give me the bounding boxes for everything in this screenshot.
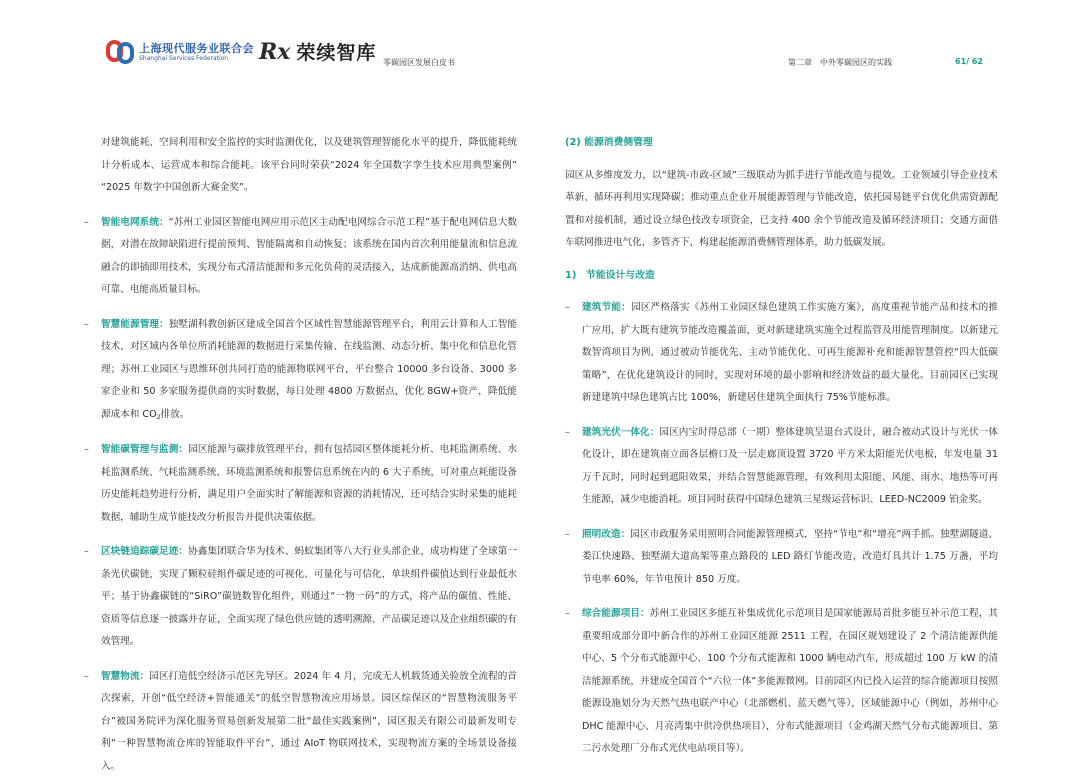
- federation-logo-icon: [106, 40, 134, 64]
- rx-name: 荣续智库: [296, 38, 376, 65]
- item-title: 智能电网系统：: [101, 217, 169, 228]
- subsection-heading: 1) 节能设计与改造: [565, 265, 998, 288]
- dash-bullet: –: [565, 524, 570, 547]
- list-item-smart-logistics: [84, 666, 517, 778]
- right-column: [565, 132, 998, 761]
- item-text: 园区市政服务采用照明合同能源管理模式，坚持“节电”和“增亮”两手抓。独墅湖隧道、娄江快速路、独墅湖大道高架等重点路段的 LED 路灯节能改造，改造灯具共计 1.75 万盏，平均节电率 60%，年节电预计 850 万度。: [582, 529, 998, 585]
- org-name-cn: 上海现代服务业联合会: [139, 42, 254, 55]
- page-number: 61/ 62: [955, 57, 983, 66]
- item-text: 协鑫集团联合华为技术、蚂蚁集团等八大行业头部企业，成功构建了全球第一条光伏碳链，实现了颗粒硅组件碳足迹的可视化、可量化与可信化，单块组件碳值达到行业最低水平；基于协鑫碳链的“SiRO”碳链数智化组件，则通过“一物一码”的方式，将产品的碳值、性能、资质等信息逐一披露并存证，全面实现了绿色供应链的透明溯源、产品碳足迹以及企业组织碳的有效管理。: [101, 546, 517, 647]
- shanghai-services-federation-logo: [106, 40, 254, 64]
- chapter-title: 第二章 中外零碳园区的实践: [788, 57, 892, 68]
- rx-think-tank-logo: [259, 38, 376, 65]
- list-item-smart-energy: [84, 314, 517, 428]
- intro-paragraph: 对建筑能耗、空间利用和安全监控的实时监测优化，以及建筑管理智能化水平的提升，降低能耗统计分析成本、运营成本和综合能耗。该平台同时荣获“2024 年全国数字孪生技术应用典型案例” “2025 年数字中国创新大赛金奖”。: [84, 132, 517, 200]
- list-item-lighting: [565, 524, 998, 592]
- item-title: 智慧能源管理：: [101, 319, 169, 330]
- item-title: 建筑节能：: [582, 302, 631, 313]
- item-title: 综合能源项目：: [582, 608, 650, 619]
- item-title: 区块链追踪碳足迹：: [101, 546, 188, 557]
- dash-bullet: –: [84, 314, 89, 337]
- item-text: “苏州工业园区智能电网应用示范区主动配电网综合示范工程”基于配电网信息大数据，对潜在故障缺陷进行提前预判、智能隔离和自动恢复；该系统在国内首次利用能量流和信息流融合的即插即用技术，实现分布式清洁能源和多元化负荷的灵活接入，达成新能源高消纳、供电高可靠、电能高质量目标。: [101, 217, 517, 296]
- item-title: 智能碳管理与监测：: [101, 444, 188, 455]
- item-text-tail: 排放。: [161, 409, 190, 420]
- dash-bullet: –: [84, 666, 89, 689]
- list-item-integrated-energy: [565, 603, 998, 761]
- section-heading: (2) 能源消费侧管理: [565, 132, 998, 155]
- left-column: [84, 132, 517, 778]
- list-item-smart-grid: [84, 212, 517, 302]
- dash-bullet: –: [84, 439, 89, 462]
- rx-logo-icon: Rx: [259, 39, 290, 65]
- dash-bullet: –: [84, 541, 89, 564]
- item-text: 独墅湖科教创新区建成全国首个区域性智慧能源管理平台，利用云计算和人工智能技术，对区域内各单位所消耗能源的数据进行采集传输、在线监测、动态分析、集中化和信息化管理；苏州工业园区与恩维环创共同打造的能源物联网平台，平台整合 10000 多台设备、3000 多家企业和 50 多家服务提供商的实时数据，每日处理 4800 万数据点，优化 8GW+资产，降低能源成本和 CO: [101, 319, 517, 420]
- item-text: 苏州工业园区多能互补集成优化示范项目是国家能源局首批多能互补示范工程，其重要组成部分即中新合作的苏州工业园区能源 2511 工程，在园区规划建设了 2 个清洁能源供能中心、5 个分布式能源中心、100 个分布式能源和 1000 辆电动汽车，形成超过 100 万 kW 的清洁能源系统，并建成全国首个“六位一体”多能源微网。目前园区内已投入运营的综合能源项目按照能源设施划分为天然气热电联产中心（北部燃机、蓝天燃气等），区域能源中心（例如，苏州中心 DHC 能源中心、月亮湾集中供冷供热项目），分布式能源项目（金鸡湖天然气分布式能源项目、第二污水处理厂分布式光伏电站项目等）。: [582, 608, 998, 754]
- list-item-carbon-monitoring: [84, 439, 517, 529]
- item-text: 园区能源与碳排放管理平台，拥有包括园区整体能耗分析、电耗监测系统、水耗监测系统、气耗监测系统、环境监测系统和报警信息系统在内的 6 大子系统，可对重点耗能设备历史能耗趋势进行分析，满足用户全面实时了解能源和资源的消耗情况，还可结合实时采集的能耗数据，辅助生成节能技改分析报告并提供决策依据。: [101, 444, 517, 523]
- item-text: 园区打造低空经济示范区先导区。2024 年 4 月，完成无人机载货通关验放全流程的首次探索，开创“低空经济+智能通关”的低空智慧物流应用场景。园区综保区的“智慧物流服务平台”被国务院评为深化服务贸易创新发展第二批“最佳实践案例”，园区报关有限公司最新发明专利“一种智慧物流仓库的智能取件平台”，通过 AIoT 物联网技术，实现物流方案的全场景设备接入。: [101, 671, 517, 772]
- subscript: 2: [157, 414, 161, 421]
- section-intro: 园区从多维度发力，以“建筑-市政-区域”三级联动为抓手进行节能改造与提效。工业领域引导企业技术革新、循环再利用实现降碳；推动重点企业开展能源管理与节能改造，依托园易链平台优化供需资源配置和对接机制，通过设立绿色技改专项资金，已支持 400 余个节能改造及循环经济项目；交通方面借车联网推进电气化，多管齐下，构建起能源消费侧管理体系，助力低碳发展。: [565, 165, 998, 255]
- dash-bullet: –: [84, 212, 89, 235]
- item-title: 智慧物流：: [101, 671, 149, 682]
- dash-bullet: –: [565, 297, 570, 320]
- org-name-en: Shanghai Services Federation: [139, 55, 254, 63]
- item-text: 园区内宝时得总部（一期）整体建筑呈退台式设计，融合被动式设计与光伏一体化设计，即在建筑南立面各层檐口及一层走廊顶设置 3720 平方米太阳能光伏电板，年发电量 31 万千瓦时，同时起到遮阳效果，并结合智慧能源管理，有效利用太阳能、风能、雨水、地热等可再生能源，减少电能消耗。项目同时获得中国绿色建筑三星级运营标识、LEED-NC2009 铂金奖。: [582, 427, 998, 506]
- dash-bullet: –: [565, 603, 570, 626]
- list-item-bipv: [565, 422, 998, 512]
- list-item-building-energy: [565, 297, 998, 410]
- item-text: 园区严格落实《苏州工业园区绿色建筑工作实施方案》，高度重视节能产品和技术的推广应用，扩大既有建筑节能改造覆盖面，更对新建建筑实施全过程监管及用能管理制度。以新建元数智湾项目为例，通过被动节能优先、主动节能优化、可再生能源补充和能源智慧管控“四大低碳策略”，在优化建筑设计的同时，实现对环境的最小影响和经济效益的最大量化。目前园区已实现新建建筑中绿色建筑占比 100%，新建居住建筑全面执行 75%节能标准。: [582, 302, 998, 403]
- dash-bullet: –: [565, 422, 570, 445]
- list-item-blockchain-footprint: [84, 541, 517, 654]
- document-title: 零碳园区发展白皮书: [383, 57, 455, 68]
- item-title: 照明改造：: [582, 529, 630, 540]
- page-header: [0, 0, 1080, 90]
- item-title: 建筑光伏一体化：: [582, 427, 659, 438]
